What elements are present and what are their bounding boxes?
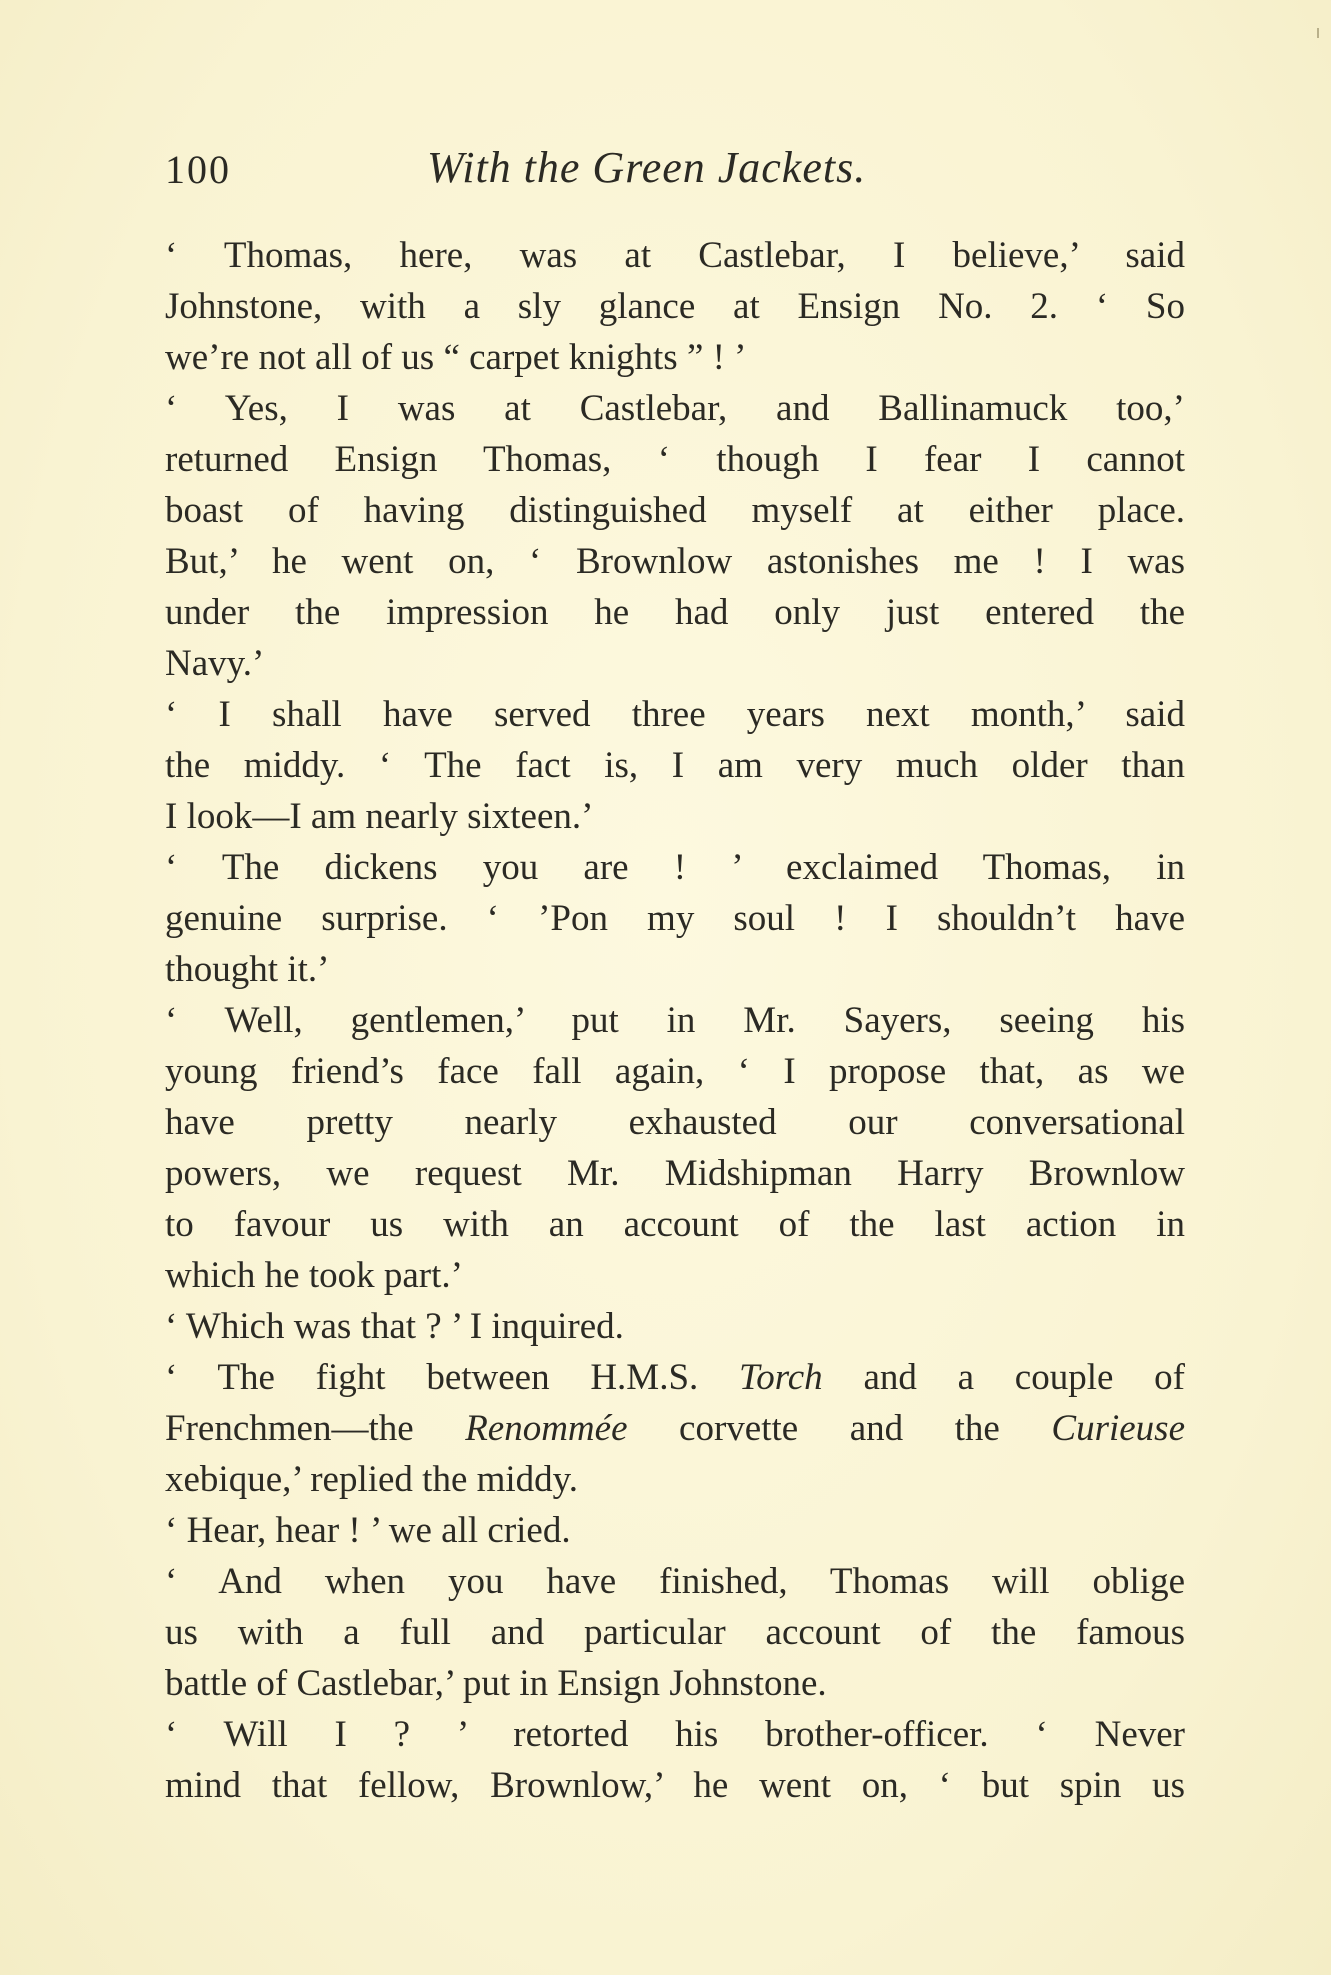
text-line: ‘ Yes, I was at Castlebar, and Ballinamuck too,’ (165, 388, 1185, 429)
text-line: But,’ he went on, ‘ Brownlow astonishes me ! I was (165, 541, 1185, 582)
text-line: ‘ Hear, hear ! ’ we all cried. (165, 1510, 571, 1551)
text-line: to favour us with an account of the last action in (165, 1204, 1185, 1245)
text-line: we’re not all of us “ carpet knights ” ! ’ (165, 337, 747, 378)
running-title: With the Green Jackets. (427, 143, 867, 192)
text-line: xebique,’ replied the middy. (165, 1459, 579, 1500)
text-line: ‘ The fight between H.M.S. Torch and a couple of (165, 1357, 1185, 1398)
text-line: powers, we request Mr. Midshipman Harry Brownlow (165, 1153, 1185, 1194)
ship-name: Curieuse (1051, 1408, 1185, 1449)
ship-name: Torch (739, 1357, 823, 1398)
text-line: battle of Castlebar,’ put in Ensign Johnstone. (165, 1663, 827, 1704)
text-line: Frenchmen—the Renommée corvette and the Curieuse (165, 1408, 1185, 1449)
text-line: young friend’s face fall again, ‘ I propose that, as we (165, 1051, 1185, 1092)
text-line: Johnstone, with a sly glance at Ensign No. 2. ‘ So (165, 286, 1185, 327)
page-mark (1317, 28, 1319, 38)
text-line: which he took part.’ (165, 1255, 463, 1296)
text-line: returned Ensign Thomas, ‘ though I fear I cannot (165, 439, 1185, 480)
text-line: genuine surprise. ‘ ’Pon my soul ! I shouldn’t have (165, 898, 1185, 939)
text-line: ‘ Well, gentlemen,’ put in Mr. Sayers, seeing his (165, 1000, 1185, 1041)
text-line: the middy. ‘ The fact is, I am very much older than (165, 745, 1185, 786)
text-line: ‘ Which was that ? ’ I inquired. (165, 1306, 624, 1347)
ship-name: Renommée (465, 1408, 628, 1449)
text-line: us with a full and particular account of the famous (165, 1612, 1185, 1653)
text-line: have pretty nearly exhausted our conversational (165, 1102, 1185, 1143)
page-header (165, 138, 1185, 198)
text-line: I look—I am nearly sixteen.’ (165, 796, 594, 837)
text-line: boast of having distinguished myself at either place. (165, 490, 1185, 531)
text-line: mind that fellow, Brownlow,’ he went on, ‘ but spin us (165, 1765, 1185, 1806)
body-text (165, 230, 1185, 1811)
text-line: ‘ Thomas, here, was at Castlebar, I believe,’ said (165, 235, 1185, 276)
text-line: under the impression he had only just entered the (165, 592, 1185, 633)
text-line: ‘ And when you have finished, Thomas will oblige (165, 1561, 1185, 1602)
text-line: ‘ The dickens you are ! ’ exclaimed Thomas, in (165, 847, 1185, 888)
text-line: Navy.’ (165, 643, 265, 684)
text-line: ‘ I shall have served three years next month,’ said (165, 694, 1185, 735)
page-number: 100 (165, 147, 231, 192)
text-line: thought it.’ (165, 949, 330, 990)
text-line: ‘ Will I ? ’ retorted his brother-officer. ‘ Never (165, 1714, 1185, 1755)
